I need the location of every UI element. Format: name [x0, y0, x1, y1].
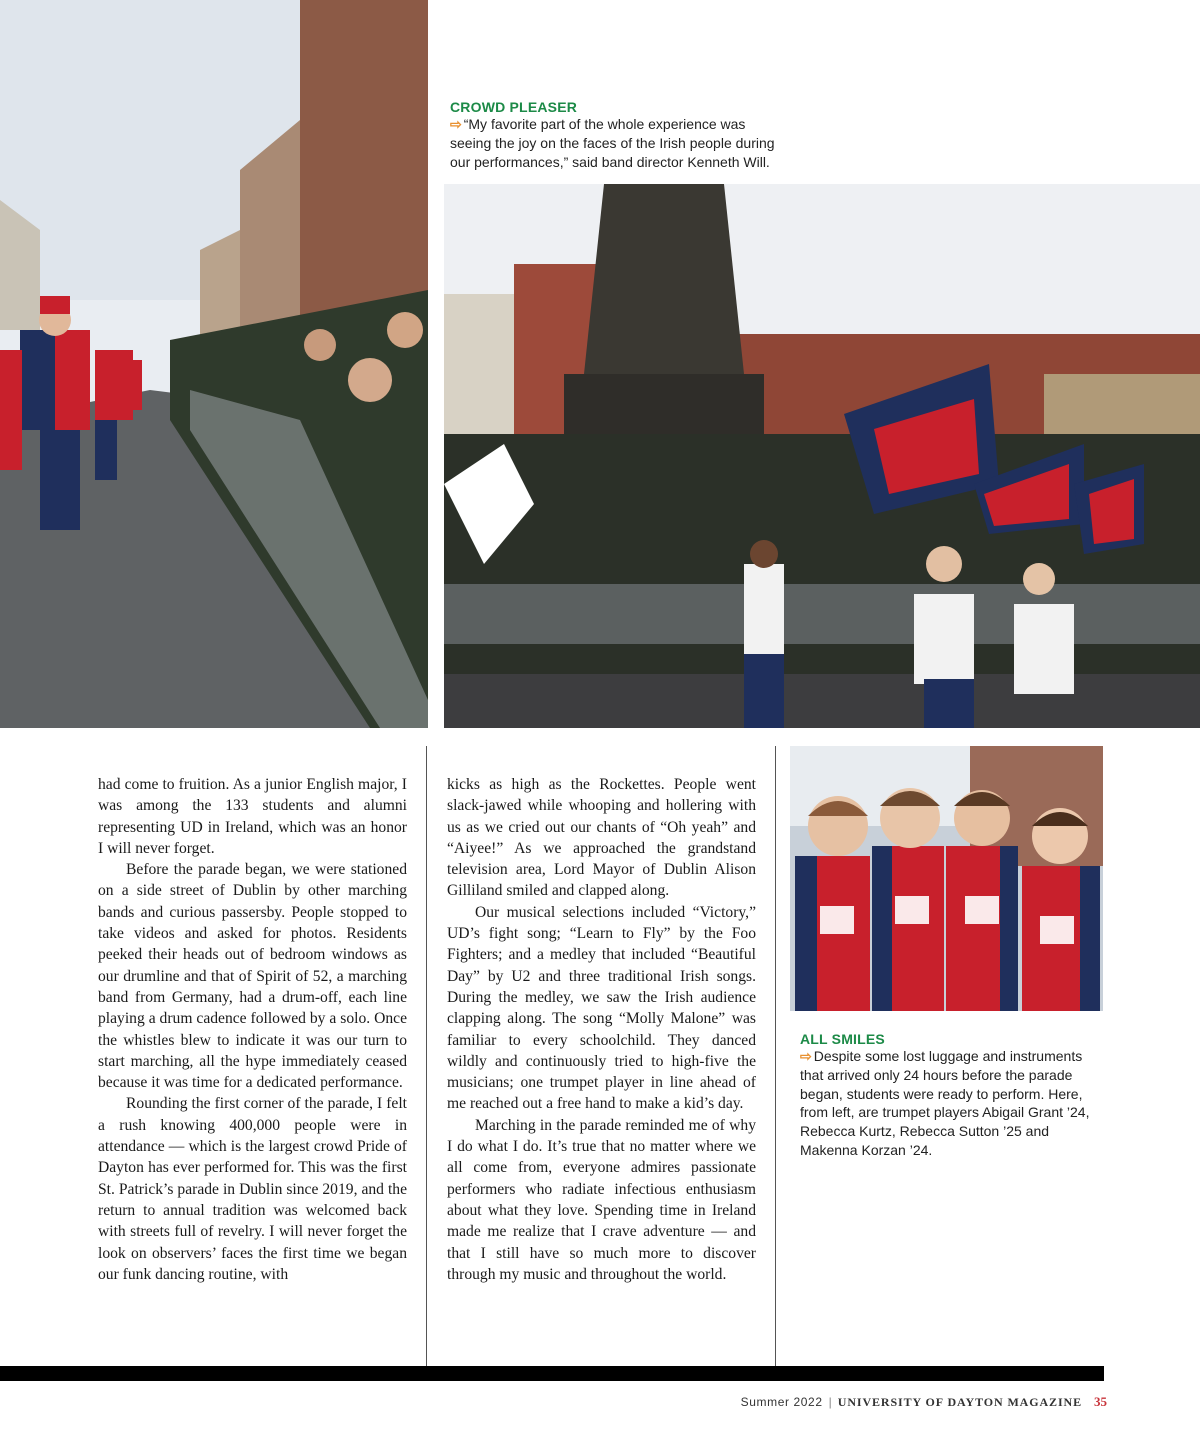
footer-separator: | [828, 1395, 832, 1409]
page-footer [741, 1394, 1107, 1410]
article-column-1 [98, 774, 407, 1285]
caption-text [450, 115, 790, 171]
issue-season: Summer 2022 [740, 1395, 823, 1409]
page-number: 35 [1094, 1394, 1107, 1409]
caption-body: Despite some lost luggage and instruments that arrived only 24 hours before the parade began, students were ready to perform. Here, from left, are trumpet players Abigail Grant ’24, Rebecca Kurtz, Rebecca Sutton ’25 and Makenna Korzan ’24. [800, 1048, 1090, 1158]
article-column-2 [447, 774, 756, 1285]
caption-text [800, 1047, 1095, 1160]
paragraph: Rounding the first corner of the parade, I felt a rush knowing 400,000 people were in attendance — which is the largest crowd Pride of Dayton has ever performed for. This was the first St. Patrick’s parade in Dublin since 2019, and the return to annual tradition was welcomed back with streets full of revelry. I will never forget the look on observers’ faces the first time we began our funk dancing routine, with [98, 1095, 407, 1283]
trumpet-players-photo [790, 746, 1103, 1011]
paragraph: had come to fruition. As a junior English major, I was among the 133 students and alumni representing UD in Ireland, which was an honor I will never forget. [98, 776, 407, 857]
parade-street-photo [0, 0, 428, 728]
caption-body: “My favorite part of the whole experience was seeing the joy on the faces of the Irish people during our performances,” said band director Kenneth Will. [450, 116, 775, 170]
paragraph: kicks as high as the Rockettes. People went slack-jawed while whooping and hollering with us as we cried out our chants of “Oh yeah” and “Aiyee!” As we approached the grandstand television area, Lord Mayor of Dublin Alison Gilliland smiled and clapped along. [447, 776, 756, 900]
magazine-title: UNIVERSITY OF DAYTON MAGAZINE [837, 1395, 1082, 1409]
paragraph: Our musical selections included “Victory,” UD’s fight song; “Learn to Fly” by the Foo Fighters; and a medley that included “Beautiful Day” by U2 and three traditional Irish songs. During the medley, we saw the Irish audience clapping along. The song “Molly Malone” was familiar to every schoolchild. They danced wildly and continuously tried to high-five the musicians; one trumpet player in line ahead of me reached out a free hand to make a kid’s day. [447, 903, 756, 1113]
column-divider [426, 746, 427, 1366]
flag-carriers-photo [444, 184, 1200, 728]
caption-title: ALL SMILES [800, 1031, 885, 1047]
all-smiles-caption [800, 1031, 1095, 1160]
bottom-rule-bar [0, 1366, 1104, 1381]
crowd-pleaser-caption [450, 99, 790, 171]
arrow-right-icon: ⇨ [800, 1048, 812, 1064]
paragraph: Before the parade began, we were stationed on a side street of Dublin by other marching bands and curious passersby. People stopped to take videos and asked for photos. Residents peeked their heads out of bedroom windows as our drumline and that of Spirit of 52, a marching band from Germany, had a drum-off, each line playing a drum cadence followed by a solo. Once the whistles blew to indicate it was our turn to start marching, all the hype immediately ceased because it was time for a dedicated performance. [98, 861, 407, 1092]
column-divider [775, 746, 776, 1366]
arrow-right-icon: ⇨ [450, 116, 462, 132]
paragraph: Marching in the parade reminded me of why I do what I do. It’s true that no matter where we all come from, everyone admires passionate performers who radiate infectious enthusiasm about what they love. Spending time in Ireland made me realize that I crave adventure — and that I still have so much more to discover through my music and throughout the world. [447, 1116, 756, 1283]
caption-title: CROWD PLEASER [450, 99, 578, 115]
